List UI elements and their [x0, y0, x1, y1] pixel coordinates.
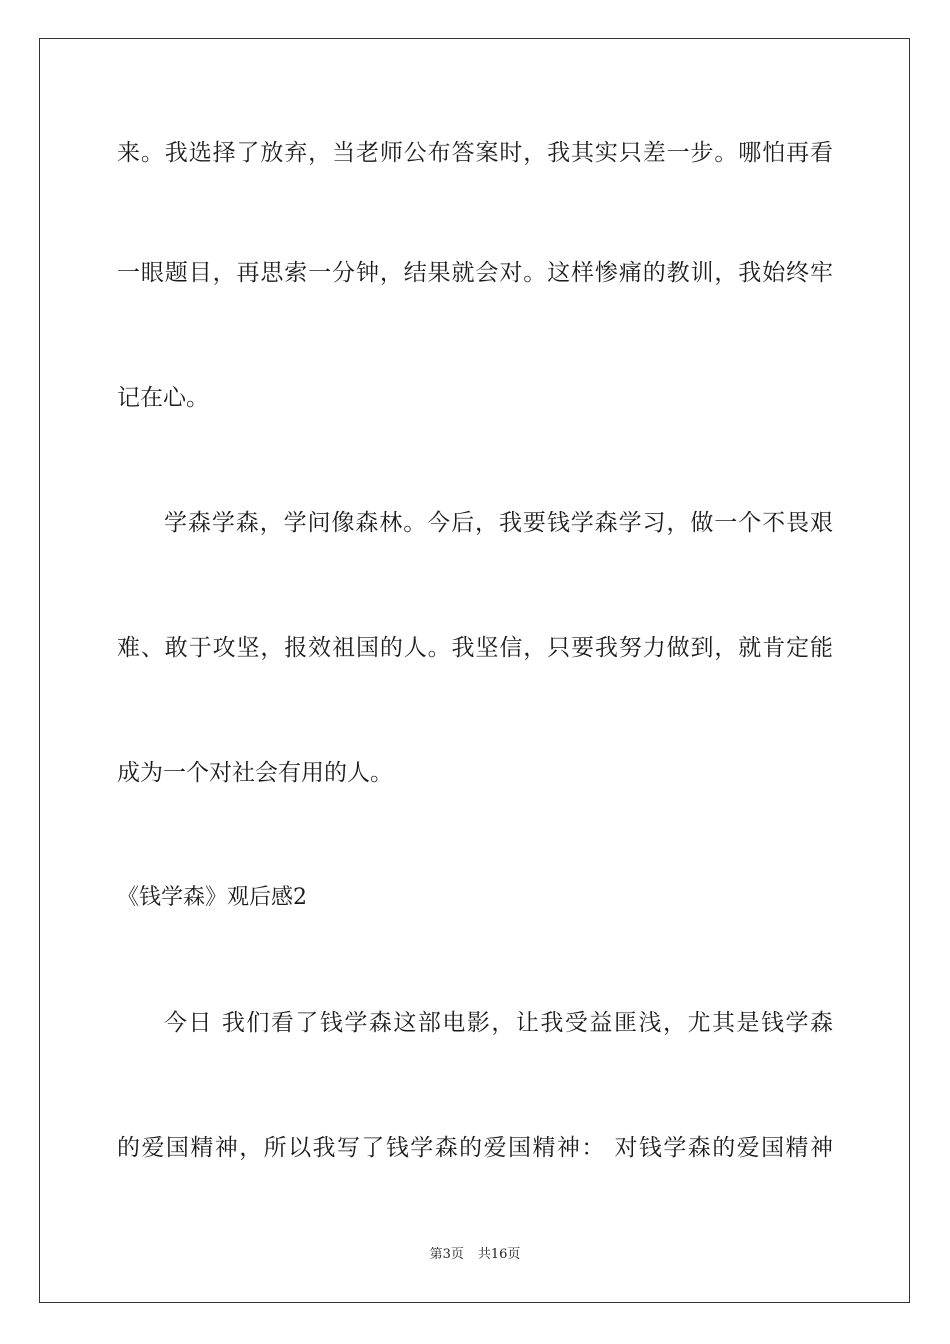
body-text-line: 难、敢于攻坚，报效祖国的人。我坚信，只要我努力做到，就肯定能 — [117, 635, 833, 661]
body-text-line: 成为一个对社会有用的人。 — [117, 760, 393, 786]
body-text-line: 一眼题目，再思索一分钟，结果就会对。这样惨痛的教训，我始终牢 — [117, 260, 833, 286]
page-footer — [0, 1246, 950, 1264]
section-heading: 《钱学森》观后感2 — [117, 885, 307, 910]
page-number: 第3页 — [429, 1247, 464, 1262]
body-text-line: 今日 我们看了钱学森这部电影，让我受益匪浅，尤其是钱学森 — [164, 1010, 833, 1036]
page-total: 共16页 — [477, 1247, 521, 1262]
body-text-line: 来。我选择了放弃，当老师公布答案时，我其实只差一步。哪怕再看 — [117, 140, 833, 166]
body-text-line: 记在心。 — [117, 385, 209, 411]
body-text-line: 学森学森，学问像森林。今后，我要钱学森学习，做一个不畏艰 — [164, 510, 833, 536]
body-text-line: 的爱国精神，所以我写了钱学森的爱国精神： 对钱学森的爱国精神 — [117, 1135, 833, 1161]
page-border — [39, 38, 910, 1303]
